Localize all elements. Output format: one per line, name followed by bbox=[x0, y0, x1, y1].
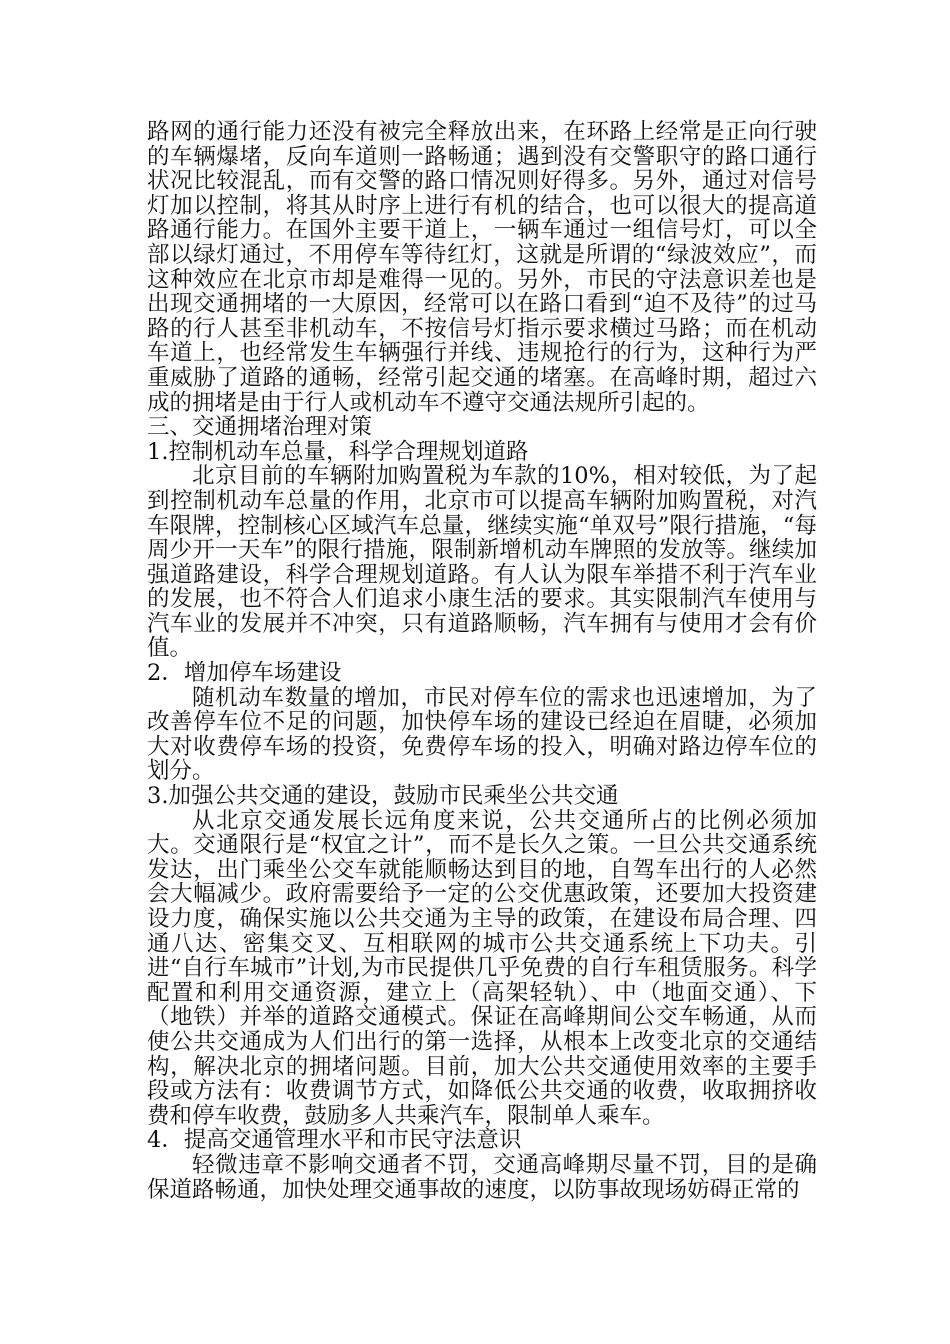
document-body bbox=[147, 120, 817, 1202]
paragraph-traffic-management: 轻微违章不影响交通者不罚，交通高峰期尽量不罚，目的是确保道路畅通，加快处理交通事故的速度，以防事故现场妨碍正常的 bbox=[147, 1151, 817, 1203]
subheading-traffic-management: 4．提高交通管理水平和市民守法意识 bbox=[147, 1127, 522, 1154]
paragraph-traffic-causes: 路网的通行能力还没有被完全释放出来，在环路上经常是正向行驶的车辆爆堵，反向车道则一路畅通；遇到没有交警职守的路口通行状况比较混乱，而有交警的路口情况则好得多。另外，通过对信号灯加以控制，将其从时序上进行有机的结合，也可以很大的提高道路通行能力。在国外主要干道上，一辆车通过一组信号灯，可以全部以绿灯通过，不用停车等待红灯，这就是所谓的“绿波效应”，而这种效应在北京市却是难得一见的。另外，市民的守法意识差也是出现交通拥堵的一大原因，经常可以在路口看到“迫不及待”的过马路的行人甚至非机动车，不按信号灯指示要求横过马路；而在机动车道上，也经常发生车辆强行并线、违规抢行的行为，这种行为严重威胁了道路的通畅，经常引起交通的堵塞。在高峰时期，超过六成的拥堵是由于行人或机动车不遵守交通法规所引起的。 bbox=[147, 119, 817, 416]
paragraph-parking: 随机动车数量的增加，市民对停车位的需求也迅速增加，为了改善停车位不足的问题，加快停车场的建设已经迫在眉睫，必须加大对收费停车场的投资，免费停车场的投入，明确对路边停车位的划分。 bbox=[147, 684, 817, 785]
subheading-control-vehicles: 1.控制机动车总量，科学合理规划道路 bbox=[147, 438, 529, 465]
paragraph-control-vehicles: 北京目前的车辆附加购置税为车款的10%，相对较低，为了起到控制机动车总量的作用，北京市可以提高车辆附加购置税，对汽车限牌，控制核心区域汽车总量，继续实施“单双号”限行措施，“每周少开一天车”的限行措施，限制新增机动车牌照的发放等。继续加强道路建设，科学合理规划道路。有人认为限车举措不利于汽车业的发展，也不符合人们追求小康生活的要求。其实限制汽车使用与汽车业的发展并不冲突，只有道路顺畅，汽车拥有与使用才会有价值。 bbox=[147, 463, 817, 662]
paragraph-public-transport: 从北京交通发展长远角度来说，公共交通所占的比例必须加大。交通限行是“权宜之计”，而不是长久之策。一旦公共交通系统发达，出门乘坐公交车就能顺畅达到目的地，自驾车出行的人必然会大幅减少。政府需要给予一定的公交优惠政策，还要加大投资建设力度，确保实施以公共交通为主导的政策，在建设布局合理、四通八达、密集交叉、互相联网的城市公共交通系统上下功夫。引进“自行车城市”计划,为市民提供几乎免费的自行车租赁服务。科学配置和利用交通资源，建立上（高架轻轨）、中（地面交通）、下（地铁）并举的道路交通模式。保证在高峰期间公交车畅通，从而使公共交通成为人们出行的第一选择，从根本上改变北京的交通结构，解决北京的拥堵问题。目前，加大公共交通使用效率的主要手段或方法有：收费调节方式，如降低公共交通的收费，收取拥挤收费和停车收费，鼓励多人共乘汽车，限制单人乘车。 bbox=[147, 807, 817, 1129]
section-heading-countermeasures: 三、交通拥堵治理对策 bbox=[147, 414, 373, 441]
subheading-public-transport: 3.加强公共交通的建设，鼓励市民乘坐公共交通 bbox=[147, 783, 619, 810]
subheading-parking: 2．增加停车场建设 bbox=[147, 660, 342, 687]
